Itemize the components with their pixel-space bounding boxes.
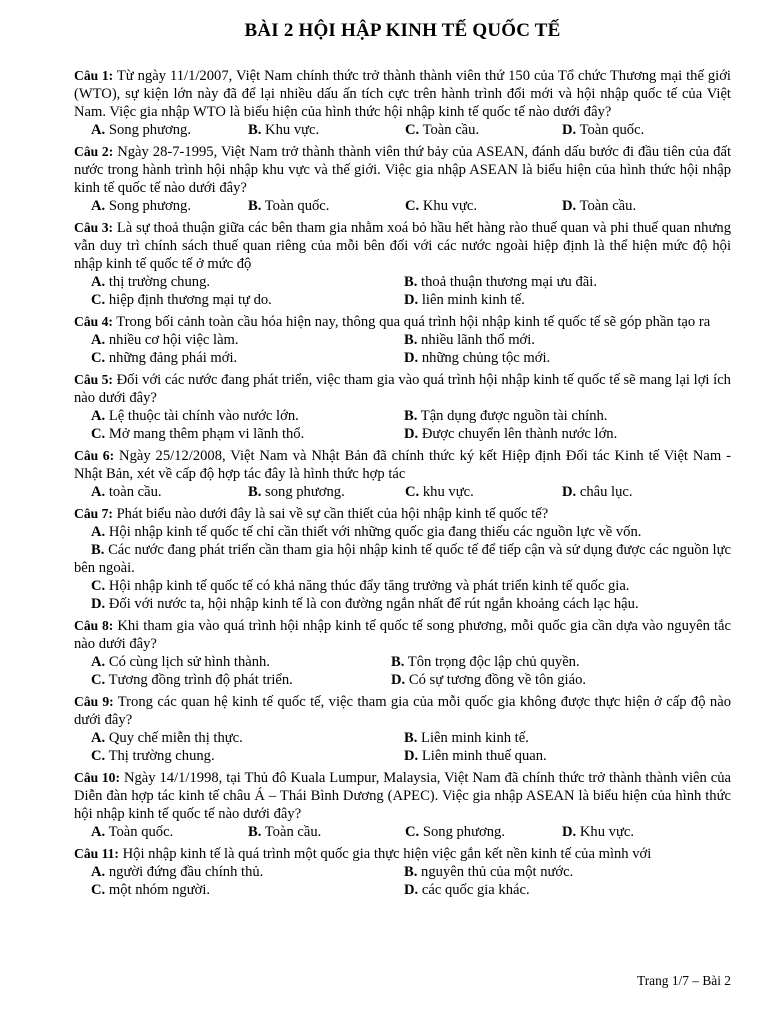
question-label: Câu 3: [74, 220, 114, 235]
answer-option-a: A. Song phương. [91, 122, 191, 138]
question-text: Ngày 28-7-1995, Việt Nam trở thành thành viên thứ bảy của ASEAN, đánh dấu bước đi đầu tiên của đất nước trong hành trình hội nhập khu vực và thế giới. Việc gia nhập ASEAN là biểu hiện của hình thức hội nhập kinh tế quốc tế nào dưới đây? [74, 144, 732, 196]
answer-options [74, 273, 731, 309]
answer-options [74, 823, 731, 841]
answer-options [74, 523, 731, 613]
question-stem [74, 143, 731, 197]
answer-option-d: D. Đối với nước ta, hội nhập kinh tế là con đường ngắn nhất để rút ngắn khoảng cách lạc hậu. [91, 596, 639, 612]
answer-option-a: A. toàn cầu. [91, 484, 162, 500]
answer-option-a: A. người đứng đầu chính thủ. [91, 864, 264, 880]
question-text: Trong các quan hệ kinh tế quốc tế, việc tham gia của mỗi quốc gia không được thực hiện ở cấp độ nào dưới đây? [74, 694, 731, 728]
answer-option-a: A. thị trường chung. [91, 274, 211, 290]
answer-option-d: D. Có sự tương đồng về tôn giáo. [391, 672, 587, 688]
answer-option-a: A. Song phương. [91, 198, 191, 214]
question-6 [74, 447, 731, 501]
answer-option-a: A. Toàn quốc. [91, 824, 174, 840]
answer-options [74, 729, 731, 765]
answer-options [74, 331, 731, 367]
question-label: Câu 9: [74, 694, 114, 709]
answer-option-b: B. nguyên thủ của một nước. [404, 864, 574, 880]
answer-option-b: B. Toàn quốc. [248, 198, 330, 214]
question-text: Ngày 14/1/1998, tại Thủ đô Kuala Lumpur, Malaysia, Việt Nam đã chính thức trở thành thành viên của Diễn đàn hợp tác kinh tế châu Á – Thái Bình Dương (APEC). Việc gia nhập ASEAN là biểu hiện của hình thức hội nhập kinh tế quốc tế nào dưới đây? [74, 770, 731, 822]
answer-option-c: C. Hội nhập kinh tế quốc tế có khả năng thúc đẩy tăng trưởng và phát triển kinh tế quốc gia. [91, 578, 630, 594]
question-text: Từ ngày 11/1/2007, Việt Nam chính thức trở thành thành viên thứ 150 của Tổ chức Thương mại thế giới (WTO), sự kiện lớn này đã để lại nhiều dấu ấn tích cực trên hành trình đổi mới và hội nhập quốc tế của Việt Nam. Việc gia nhập WTO là biểu hiện của hình thức hội nhập kinh tế quốc tế nào dưới đây? [74, 68, 731, 120]
answer-options [74, 407, 731, 443]
question-label: Câu 1: [74, 68, 114, 83]
answer-option-c: C. một nhóm người. [91, 882, 211, 898]
question-text: Là sự thoả thuận giữa các bên tham gia nhằm xoá bỏ hầu hết hàng rào thuế quan và phi thuế quan nhưng vẫn duy trì chính sách thuế quan riêng của mỗi bên đối với các nước ngoài hiệp định là thể hiện mức độ hội nhập kinh tế quốc tế ở mức độ [74, 220, 731, 272]
question-label: Câu 11: [74, 846, 119, 861]
answer-option-a: A. nhiều cơ hội việc làm. [91, 332, 239, 348]
answer-options [74, 863, 731, 899]
answer-option-c: C. Thị trường chung. [91, 748, 215, 764]
question-7 [74, 505, 731, 613]
answer-options [74, 197, 731, 215]
question-5 [74, 371, 731, 443]
answer-option-b: B. Tôn trọng độc lập chủ quyền. [391, 654, 580, 670]
question-2 [74, 143, 731, 215]
answer-option-d: D. Toàn quốc. [562, 122, 645, 138]
answer-option-c: C. khu vực. [405, 484, 474, 500]
question-stem [74, 67, 731, 121]
question-stem [74, 845, 731, 863]
answer-option-b: B. Khu vực. [248, 122, 320, 138]
answer-option-b: B. Các nước đang phát triển cần tham gia hội nhập kinh tế quốc tế để tiếp cận và sử dụng được các nguồn lực bên ngoài. [74, 542, 731, 576]
question-4 [74, 313, 731, 367]
answer-option-d: D. các quốc gia khác. [404, 882, 530, 898]
answer-option-d: D. những chủng tộc mới. [404, 350, 551, 366]
answer-option-c: C. Tương đồng trình độ phát triển. [91, 672, 293, 688]
page-footer: Trang 1/7 – Bài 2 [637, 973, 731, 988]
question-stem [74, 447, 731, 483]
answer-option-c: C. Mở mang thêm phạm vi lãnh thổ. [91, 426, 305, 442]
answer-option-d: D. Khu vực. [562, 824, 634, 840]
question-label: Câu 6: [74, 448, 115, 463]
answer-option-b: B. Liên minh kinh tế. [404, 730, 529, 746]
question-text: Ngày 25/12/2008, Việt Nam và Nhật Bản đã chính thức ký kết Hiệp định Đối tác Kinh tế Việt Nam - Nhật Bản, xét về cấp độ hợp tác đây là hình thức hợp tác [74, 448, 731, 482]
question-text: Hội nhập kinh tế là quá trình một quốc gia thực hiện việc gắn kết nền kinh tế của mình với [122, 846, 652, 862]
page-title: BÀI 2 HỘI HẬP KINH TẾ QUỐC TẾ [244, 20, 561, 41]
answer-option-b: B. song phương. [248, 484, 345, 500]
question-11 [74, 845, 731, 899]
answer-option-c: C. Toàn cầu. [405, 122, 480, 138]
answer-option-d: D. Toàn cầu. [562, 198, 637, 214]
question-label: Câu 7: [74, 506, 113, 521]
answer-option-b: B. nhiều lãnh thổ mới. [404, 332, 535, 348]
question-text: Trong bối cảnh toàn cầu hóa hiện nay, thông qua quá trình hội nhập kinh tế quốc tế sẽ góp phần tạo ra [116, 314, 711, 330]
question-1 [74, 67, 731, 139]
question-9 [74, 693, 731, 765]
answer-options [74, 121, 731, 139]
question-text: Khi tham gia vào quá trình hội nhập kinh tế quốc tế song phương, mỗi quốc gia cần dựa vào nguyên tắc nào dưới đây? [74, 618, 732, 652]
question-stem [74, 505, 731, 523]
answer-option-d: D. liên minh kinh tế. [404, 292, 525, 308]
question-label: Câu 5: [74, 372, 113, 387]
question-stem [74, 693, 731, 729]
question-text: Phát biểu nào dưới đây là sai về sự cần thiết của hội nhập kinh tế quốc tế? [116, 506, 549, 522]
question-stem [74, 617, 731, 653]
answer-option-c: C. Khu vực. [405, 198, 477, 214]
question-list [74, 67, 731, 903]
answer-option-c: C. Song phương. [405, 824, 505, 840]
answer-option-b: B. Toàn cầu. [248, 824, 322, 840]
answer-option-d: D. châu lục. [562, 484, 633, 500]
answer-option-c: C. những đảng phái mới. [91, 350, 238, 366]
answer-option-c: C. hiệp định thương mại tự do. [91, 292, 272, 308]
question-label: Câu 8: [74, 618, 114, 633]
answer-option-d: D. Được chuyển lên thành nước lớn. [404, 426, 618, 442]
answer-option-a: A. Lệ thuộc tài chính vào nước lớn. [91, 408, 299, 424]
answer-options [74, 483, 731, 501]
question-stem [74, 219, 731, 273]
question-label: Câu 10: [74, 770, 120, 785]
question-label: Câu 4: [74, 314, 113, 329]
question-stem [74, 371, 731, 407]
answer-option-a: A. Có cùng lịch sử hình thành. [91, 654, 270, 670]
answer-option-b: B. Tận dụng được nguồn tài chính. [404, 408, 608, 424]
answer-option-d: D. Liên minh thuế quan. [404, 748, 547, 764]
answer-options [74, 653, 731, 689]
answer-option-a: A. Hội nhập kinh tế quốc tế chỉ cần thiết với những quốc gia đang thiếu các nguồn lực về vốn. [91, 524, 642, 540]
question-3 [74, 219, 731, 309]
answer-option-a: A. Quy chế miễn thị thực. [91, 730, 243, 746]
question-stem [74, 769, 731, 823]
answer-option-b: B. thoả thuận thương mại ưu đãi. [404, 274, 597, 290]
question-text: Đối với các nước đang phát triển, việc tham gia vào quá trình hội nhập kinh tế quốc tế sẽ mang lại lợi ích nào dưới đây? [74, 372, 731, 406]
question-stem [74, 313, 731, 331]
question-label: Câu 2: [74, 144, 114, 159]
question-8 [74, 617, 731, 689]
question-10 [74, 769, 731, 841]
